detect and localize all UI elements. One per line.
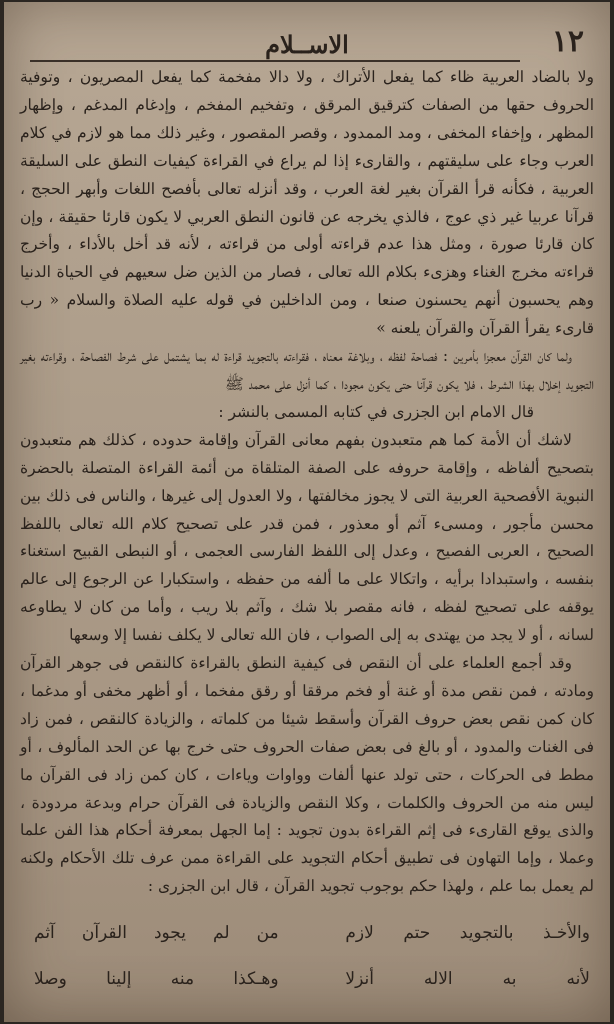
poem-word: يجود [153, 923, 187, 943]
poem-word: وهـكذا [233, 969, 279, 989]
poem-word: لم [213, 923, 230, 943]
poem-word: والأخـذ [542, 923, 590, 943]
poem-word: حتم [403, 923, 431, 943]
poem [34, 910, 590, 1010]
poem-word: آثم [34, 923, 55, 943]
poem-word: من [256, 923, 279, 943]
paragraph-2: ولما كان القرآن معجزا بأمرين : فصاحة لفظه ، وبلاغة معناه ، فقراءته بالتجويد قراءة له بما يشتمل على شرط الفصاحة ، وقراءته بغير التجويد إخلال بهذا الشرط ، فلا يكون قرآنا حتى يكون مجودا ، كما أنزل على محمد ﷺ [20, 347, 594, 393]
verse-1 [34, 910, 590, 956]
poem-word: الاله [423, 969, 453, 989]
poem-word: إلينا [106, 969, 132, 989]
poem-word: منه [170, 969, 195, 989]
poem-word: بالتجويد [459, 923, 514, 943]
scanned-book-page [4, 2, 610, 1022]
poem-word: به [502, 969, 517, 989]
poem-word: لازم [345, 923, 374, 943]
hemistich-right [345, 923, 590, 943]
quote-paragraph-2: وقد أجمع العلماء على أن النقص فى كيفية النطق بالقراءة كالنقص فى جوهر القرآن ومادته ، فمن نقص مدة أو غنة أو فخم مرققا أو رقق مفخما ، أو أظهر مخفى أو مدغما ، كان كمن نقص بعض حروف القرآن وأسقط شيئا من كلماته ، والزيادة كالنقص ، فمن زاد فى الغنات والمدود ، أو بالغ فى بعض صفات الحروف حتى خرج بها عن الحد المألوف ، أو مطط فى الحركات ، حتى تولد عنها ألفات وواوات وياءات ، كان كمن زاد فى القرآن ما ليس منه من الحروف والكلمات ، وكلا النقص والزيادة فى القرآن حرام وبدعة مردودة ، والذى يوقع القارىء فى إثم القراءة بدون تجويد : إما الجهل بمعرفة أحكام هذا الفن علما وعملا ، وإما التهاون فى تطبيق أحكام التجويد على القراءة ممن عرف تلك الأحكام ولكنه لم يعمل بما علم ، ولهذا حكم بوجوب تجويد القرآن ، قال ابن الجزرى : [20, 654, 594, 896]
quote-paragraph-1: لاشك أن الأمة كما هم متعبدون بفهم معانى القرآن وإقامة حدوده ، كذلك هم متعبدون بتصحيح ألفاظه ، وإقامة حروفه على الصفة المتلقاة من أئمة القراءة المتصلة بالحضرة النبوية الأفصحية العربية التى لا يجوز مخالفتها ، ولا العدول إلى غيرها ، والناس فى ذلك بين محسن مأجور ، ومسىء آثم أو معذور ، فمن قدر على تصحيح كلام الله تعالى باللفظ الصحيح ، العربى الفصيح ، وعدل إلى اللفظ الفارسى العجمى ، أو النبطى القبيح استغناء بنفسه ، واستبدادا برأيه ، واتكالا على ما ألفه من حفظه ، واستكبارا عن الرجوع إلى عالم يوقفه على تصحيح لفظه ، فانه مقصر بلا شك ، وآثم بلا ريب ، وأما من كان لا يطاوعه لسانه ، أو لا يجد من يهتدى به إلى الصواب ، فان الله تعالى لا يكلف نفسا إلا وسعها [20, 430, 594, 645]
body-text [20, 64, 594, 901]
running-title: الاســلام [265, 30, 349, 59]
hemistich-left [34, 969, 279, 989]
poem-word: لأنه [566, 969, 590, 989]
hemistich-right [345, 969, 590, 989]
section-heading: قال الامام ابن الجزرى في كتابه المسمى بالنشر : [218, 402, 534, 421]
poem-word: وصلا [34, 969, 67, 989]
paragraph-1: ولا بالضاد العربية ظاء كما يفعل الأتراك ، ولا دالا مفخمة كما يفعل المصريون ، وتوفية الحروف حقها من الصفات كترقيق المرقق ، وتفخيم المفخم ، وإدغام المدغم ، وإظهار المظهر ، وإخفاء المخفى ، ومد الممدود ، وقصر المقصور ، وغير ذلك مما هو لازم في كلام العرب وجاء على سليقتهم ، والقارىء إذا لم يراع في القراءة كيفيات النطق على السليقة العربية ، فكأنه قرأ القرآن بغير لغة العرب ، وقد أنزله تعالى بأفصح اللغات وأبهر الحجج ، قرآنا عربيا غير ذي عوج ، فالذي يخرجه عن قانون النطق العربي لا يكون قارئا حقيقة ، وإن كان قارئا صورة ، ومثل هذا عدم قراءته أولى من قراءته ، لأنه قد أخل بالأداء ، وأخرج قراءته مخرج الغناء وهزىء بكلام الله تعالى ، فصار من الذين ضل سعيهم في الحياة الدنيا وهم يحسبون أنهم يحسنون صنعا ، ومن الداخلين في قوله عليه الصلاة والسلام « رب قارىء يقرأ القرآن والقرآن يلعنه » [20, 68, 594, 338]
page-header [4, 2, 610, 64]
page-number: ١٢ [551, 24, 584, 59]
header-rule [30, 60, 520, 62]
verse-2 [34, 956, 590, 1002]
poem-word: القرآن [81, 923, 127, 943]
poem-word: أنزلا [345, 969, 374, 989]
hemistich-left [34, 923, 279, 943]
